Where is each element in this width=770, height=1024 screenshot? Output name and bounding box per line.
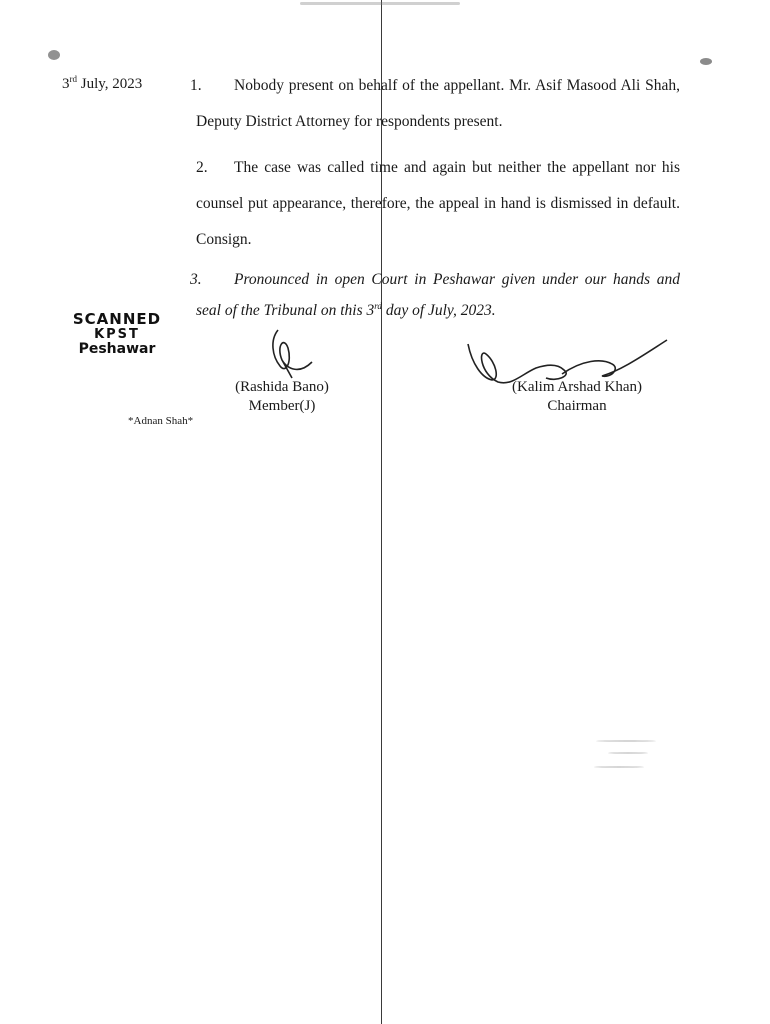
clerk-initials: *Adnan Shah* xyxy=(128,415,194,427)
scan-noise xyxy=(594,766,644,768)
signatory-title: Member(J) xyxy=(248,398,316,414)
signatory-title: Chairman xyxy=(547,398,607,414)
order-paragraph-2: 2. The case was called time and again but neither the appellant nor his counsel put appearance, therefore, the appeal in hand is dismissed in default. Consign. xyxy=(196,159,680,248)
scan-noise xyxy=(608,752,648,754)
scanned-stamp: SCANNED KPST Peshawar xyxy=(72,310,162,357)
chairman-signatory xyxy=(492,378,662,416)
scan-noise xyxy=(596,740,656,742)
scan-noise xyxy=(300,2,460,5)
signatory-name: (Rashida Bano) xyxy=(235,379,329,395)
scan-noise xyxy=(700,58,712,65)
order-paragraph-1: 1. Nobody present on behalf of the appellant. Mr. Asif Masood Ali Shah, Deputy District Attorney for respondents present. xyxy=(190,77,680,130)
order-paragraph-3: 3. Pronounced in open Court in Peshawar given under our hands and seal of the Tribunal on this 3rd day of July, 2023. xyxy=(190,271,680,320)
signatory-name: (Kalim Arshad Khan) xyxy=(512,379,642,395)
order-date: 3rd July, 2023 xyxy=(62,74,143,92)
scan-noise xyxy=(48,50,60,60)
member-signatory xyxy=(222,378,342,416)
member-signature xyxy=(262,326,332,386)
